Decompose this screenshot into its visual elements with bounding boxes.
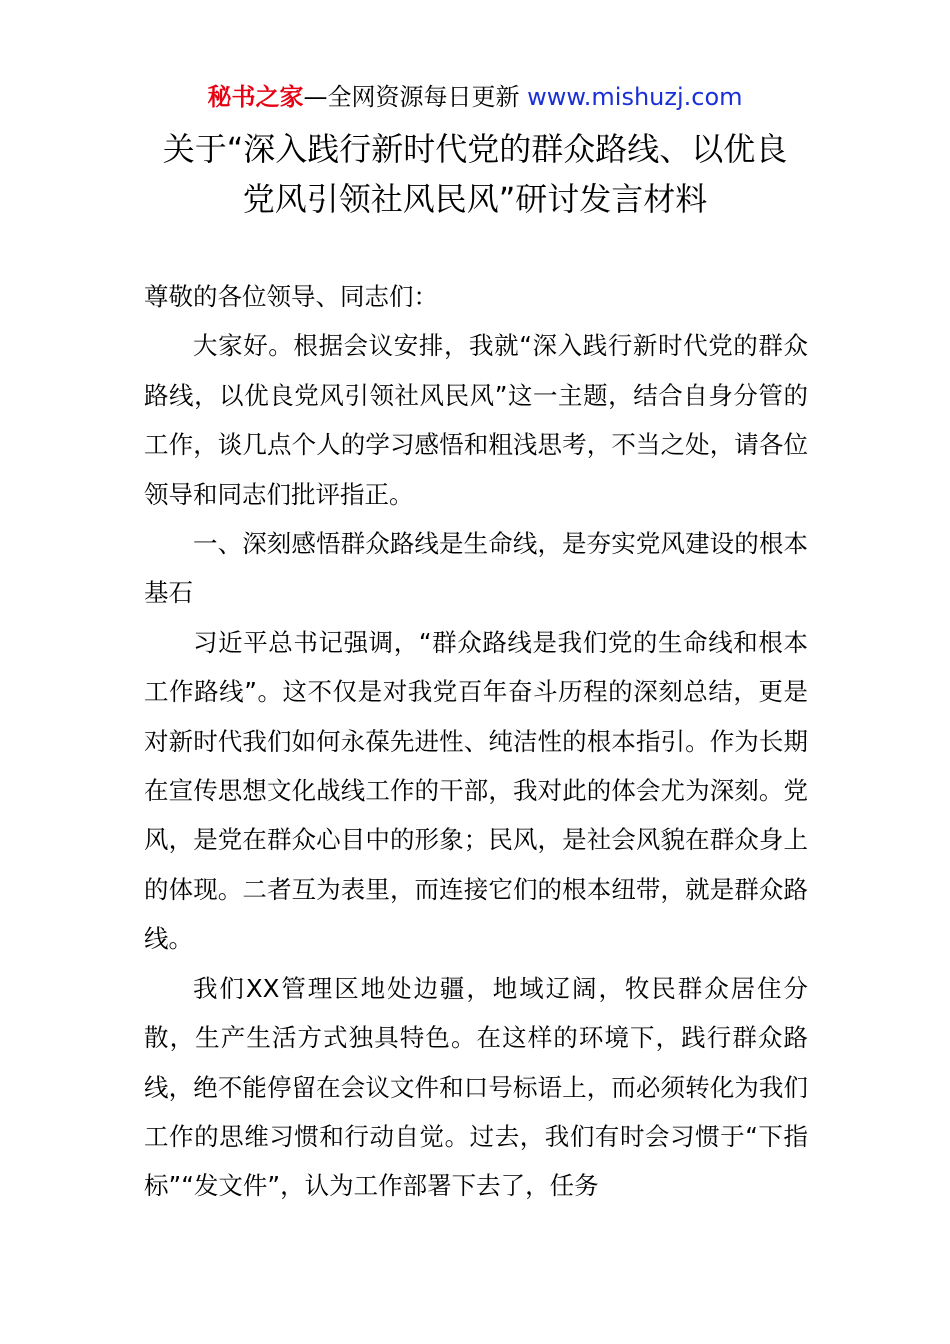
paragraph-opening: 大家好。根据会议安排，我就“深入践行新时代党的群众路线，以优良党风引领社风民风”这一主题，结合自身分管的工作，谈几点个人的学习感悟和粗浅思考，不当之处，请各位领导和同志们批评指正。 bbox=[144, 331, 808, 509]
paragraph-mass-line-quote: 习近平总书记强调，“群众路线是我们党的生命线和根本工作路线”。这不仅是对我党百年奋斗历程的深刻总结，更是对新时代我们如何永葆先进性、纯洁性的根本指引。作为长期在宣传思想文化战线工作的干部，我对此的体会尤为深刻。党风，是党在群众心目中的形象；民风，是社会风貌在群众身上的体现。二者互为表里，而连接它们的根本纽带，就是群众路线。 bbox=[144, 627, 808, 954]
site-tagline: —全网资源每日更新 bbox=[303, 83, 528, 111]
document-title-line-2: 党风引领社风民风”研讨发言材料 bbox=[242, 180, 708, 218]
site-url-link[interactable]: www.mishuzj.com bbox=[527, 83, 743, 111]
section-heading-1: 一、深刻感悟群众路线是生命线，是夯实党风建设的根本基石 bbox=[144, 529, 808, 608]
site-name: 秘书之家 bbox=[207, 83, 304, 111]
site-header bbox=[0, 80, 950, 114]
salutation: 尊敬的各位领导、同志们： bbox=[144, 282, 438, 311]
document-title-line-1: 关于“深入践行新时代党的群众路线、以优良 bbox=[162, 130, 788, 168]
document-body bbox=[144, 272, 808, 1211]
document-title bbox=[100, 124, 850, 224]
paragraph-local-context: 我们XX管理区地处边疆，地域辽阔，牧民群众居住分散，生产生活方式独具特色。在这样的环境下，践行群众路线，绝不能停留在会议文件和口号标语上，而必须转化为我们工作的思维习惯和行动自觉。过去，我们有时会习惯于“下指标”“发文件”，认为工作部署下去了，任务 bbox=[144, 973, 808, 1201]
